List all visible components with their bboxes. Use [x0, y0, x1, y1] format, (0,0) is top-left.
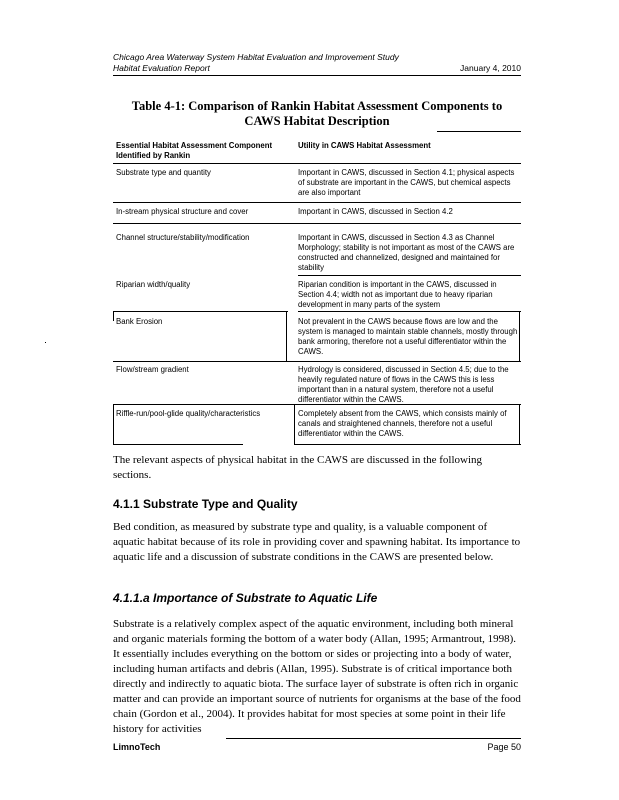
row-component: Bank Erosion [116, 317, 163, 326]
table-title: Table 4-1: Comparison of Rankin Habitat Assessment Components to CAWS Habitat Description [131, 99, 503, 128]
scan-speck [45, 342, 46, 343]
table-top-rule [437, 131, 521, 132]
row-component: Riffle-run/pool-glide quality/characteristics [116, 409, 261, 418]
footer-page-number: Page 50 [487, 742, 521, 752]
row-utility: Not prevalent in the CAWS because flows are low and the system is managed to maintain stable channels, mostly through bank armoring, therefore not a useful differentiator within the CAWS. [298, 317, 518, 356]
footer-rule [226, 738, 521, 739]
section-heading-4-1-1-a: 4.1.1.a Importance of Substrate to Aquatic Life [113, 591, 378, 605]
row-divider [113, 444, 243, 445]
row-utility: Hydrology is considered, discussed in Section 4.5; due to the heavily regulated nature of flows in the CAWS this is less important than in a natural system, therefore not a useful differentiator within the CAWS. [298, 365, 509, 404]
header-study-title: Chicago Area Waterway System Habitat Evaluation and Improvement Study [113, 52, 399, 62]
column-header-utility: Utility in CAWS Habitat Assessment [298, 141, 431, 150]
row-utility: Important in CAWS, discussed in Section 4.1; physical aspects of substrate are important in the CAWS, but chemical aspects are also important [298, 168, 515, 197]
section-4-1-1-paragraph: Bed condition, as measured by substrate type and quality, is a valuable component of aquatic habitat because of its role in providing cover and spawning habitat. Its importance to aquatic life and a discussion of substrate conditions in the CAWS are presented below. [113, 521, 521, 563]
section-heading-4-1-1: 4.1.1 Substrate Type and Quality [113, 497, 298, 511]
header-date: January 4, 2010 [460, 63, 521, 73]
cell-border [113, 311, 114, 321]
cell-border [519, 311, 520, 361]
row-divider [298, 275, 521, 276]
row-component: Substrate type and quantity [116, 168, 211, 177]
header-rule [113, 75, 521, 76]
table-header-rule [113, 163, 521, 164]
row-component: Channel structure/stability/modification [116, 233, 250, 242]
row-component: Riparian width/quality [116, 280, 191, 289]
row-divider [113, 361, 521, 362]
row-utility: Riparian condition is important in the CAWS, discussed in Section 4.4; width not as important due to heavy riparian development in many parts of the system [298, 280, 497, 309]
row-divider [113, 404, 521, 405]
row-utility: Important in CAWS, discussed in Section 4.2 [298, 207, 453, 216]
row-divider [113, 311, 288, 312]
row-utility: Completely absent from the CAWS, which consists mainly of canals and straightened channels, therefore not a useful differentiator within the CAWS. [298, 409, 507, 438]
row-utility: Important in CAWS, discussed in Section 4.3 as Channel Morphology; stability is not important as most of the CAWS are constructed and channelized, designed and maintained for stability [298, 233, 515, 272]
row-divider [113, 223, 521, 224]
row-component: Flow/stream gradient [116, 365, 189, 374]
header-report-title: Habitat Evaluation Report [113, 63, 210, 73]
intro-paragraph: The relevant aspects of physical habitat in the CAWS are discussed in the following sections. [113, 454, 483, 481]
row-component: In-stream physical structure and cover [116, 207, 249, 216]
cell-border [519, 404, 520, 444]
section-4-1-1-a-paragraph: Substrate is a relatively complex aspect of the aquatic environment, including both mineral and organic materials forming the bottom of a water body (Allan, 1995; Armantrout, 1998). It essentially includes everything on the bottom or sides or projecting into a body of water, including human artifacts and debris (Allan, 1995). Substrate is of critical importance both directly and indirectly to aquatic biota. The surface layer of substrate is often rich in organic matter and can provide an important source of nutrients for organisms at the base of the food chain (Gordon et al., 2004). It provides habitat for most species at some point in their life history for activities [113, 618, 521, 735]
row-divider [298, 311, 521, 312]
row-divider [113, 202, 521, 203]
footer-company: LimnoTech [113, 742, 161, 752]
column-header-component: Essential Habitat Assessment Component Identified by Rankin [116, 141, 273, 160]
cell-border [286, 311, 287, 361]
cell-border [113, 404, 114, 444]
cell-border [294, 404, 295, 444]
row-divider [294, 444, 521, 445]
